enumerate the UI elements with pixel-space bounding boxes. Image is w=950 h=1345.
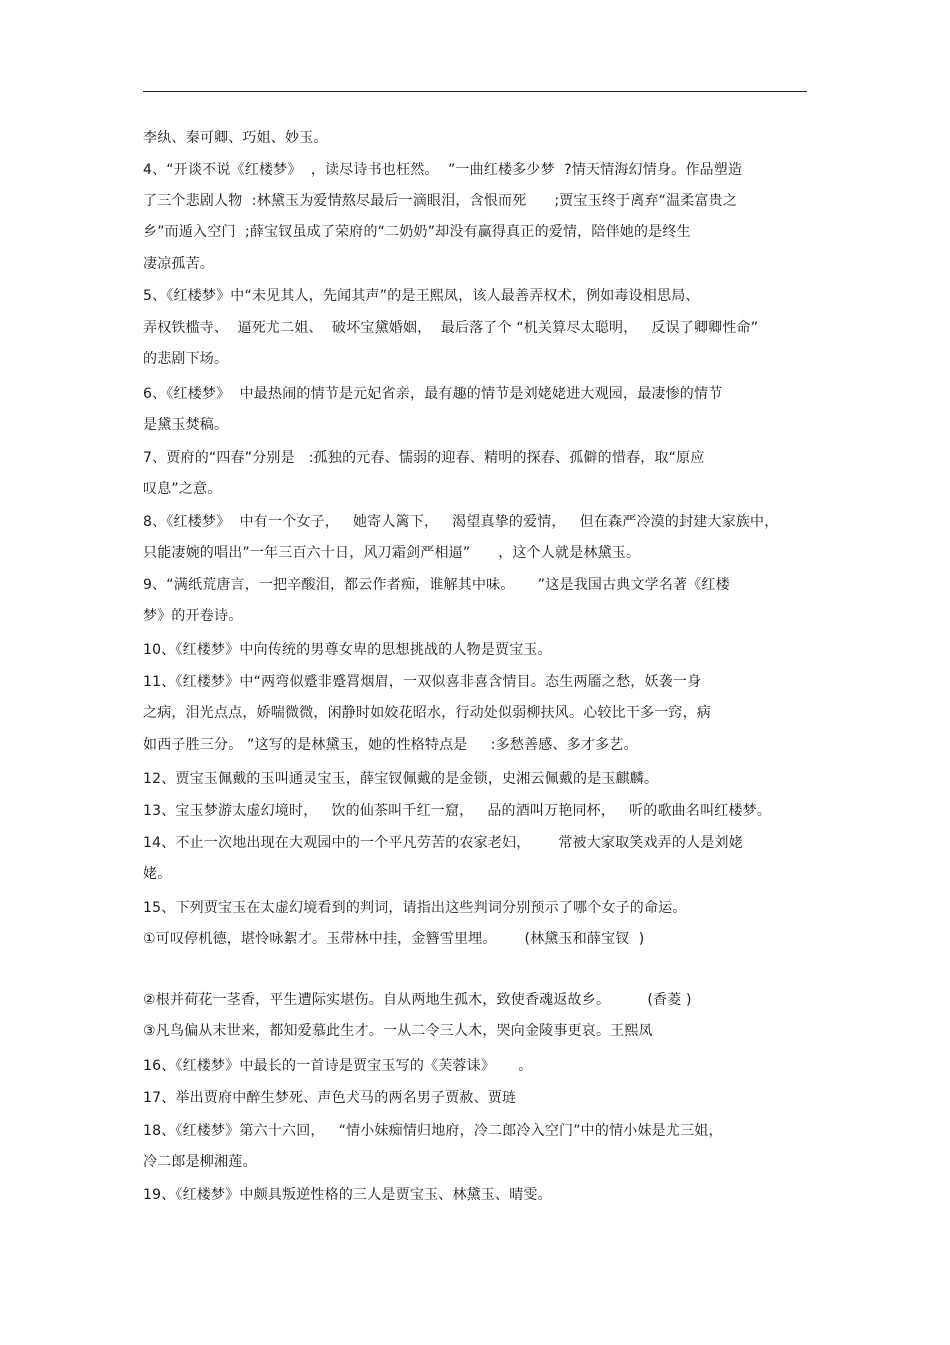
text-line: 弄权铁槛寺、 逼死尤二姐、 破坏宝黛婚姻， 最后落了个 “机关算尽太聪明， 反误了卿卿性命” <box>143 320 759 336</box>
text-line: 13、宝玉梦游太虚幻境时， 饮的仙茶叫千红一窟， 品的酒叫万艳同杯， 听的歌曲名叫红楼梦。 <box>143 803 772 819</box>
text-line: 姥。 <box>143 866 172 882</box>
text-line: 是黛玉焚稿。 <box>143 417 229 433</box>
header-rule <box>143 91 807 92</box>
text-line: ②根并荷花一茎香，平生遭际实堪伤。自从两地生孤木，致使香魂返故乡。 (香菱 ) <box>143 992 692 1008</box>
text-line: ①可叹停机德，堪怜咏絮才。玉带林中挂，金簪雪里埋。 (林黛玉和薛宝钗 ) <box>143 931 645 947</box>
text-line: 冷二郎是柳湘莲。 <box>143 1154 257 1170</box>
text-line: 10、《红楼梦》中向传统的男尊女卑的思想挑战的人物是贾宝玉。 <box>143 642 552 658</box>
text-line: 5、《红楼梦》中“未见其人，先闻其声”的是王熙凤，该人最善弄权术，例如毒设相思局、 <box>143 288 700 304</box>
text-line: 19、《红楼梦》中颇具叛逆性格的三人是贾宝玉、林黛玉、晴雯。 <box>143 1187 552 1203</box>
text-line: 4、“开谈不说《红楼梦》 ，读尽诗书也枉然。 ”一曲红楼多少梦 ?情天情海幻情身。作品塑造 <box>143 162 743 178</box>
text-line: 梦》的开卷诗。 <box>143 608 243 624</box>
text-line: 的悲剧下场。 <box>143 351 229 367</box>
text-line: 李纨、秦可卿、巧姐、妙玉。 <box>143 130 328 146</box>
text-line: 16、《红楼梦》中最长的一首诗是贾宝玉写的《芙蓉诔》 。 <box>143 1058 533 1074</box>
text-line: 6、《红楼梦》 中最热闹的情节是元妃省亲，最有趣的情节是刘姥姥进大观园，最凄惨的情节 <box>143 386 723 402</box>
text-line: 9、“满纸荒唐言，一把辛酸泪，都云作者痴，谁解其中味。 ”这是我国古典文学名著《红楼 <box>143 577 730 593</box>
text-line: 如西子胜三分。 ”这写的是林黛玉，她的性格特点是 :多愁善感、多才多艺。 <box>143 737 638 753</box>
text-line: 15、下列贾宝玉在太虚幻境看到的判词，请指出这些判词分别预示了哪个女子的命运。 <box>143 900 687 916</box>
text-line: 了三个悲剧人物 :林黛玉为爱情熬尽最后一滴眼泪，含恨而死 ;贾宝玉终于离弃“温柔富贵之 <box>143 193 738 209</box>
text-line: 之病，泪光点点，娇喘微微，闲静时如姣花昭水，行动处似弱柳扶风。心较比干多一窍，病 <box>143 705 711 721</box>
text-line: 14、不止一次地出现在大观园中的一个平凡劳苦的农家老妇， 常被大家取笑戏弄的人是刘姥 <box>143 835 743 851</box>
text-line: 凄凉孤苦。 <box>143 256 214 272</box>
text-line: ③凡鸟偏从末世来，都知爱慕此生才。一从二令三人木，哭向金陵事更哀。王熙凤 <box>143 1023 653 1039</box>
text-line: 18、《红楼梦》第六十六回， “情小妹痴情归地府，冷二郎冷入空门”中的情小妹是尤三姐， <box>143 1123 723 1139</box>
text-line: 只能凄婉的唱出”一年三百六十日，风刀霜剑严相逼” ，这个人就是林黛玉。 <box>143 545 641 561</box>
text-line: 乡”而遁入空门 ;薛宝钗虽成了荣府的“二奶奶”却没有赢得真正的爱情，陪伴她的是终生 <box>143 224 691 240</box>
text-line: 8、《红楼梦》 中有一个女子， 她寄人篱下， 渴望真挚的爱情， 但在森严冷漠的封建大家族中， <box>143 514 779 530</box>
text-line: 17、举出贾府中醉生梦死、声色犬马的两名男子贾赦、贾琏 <box>143 1090 517 1106</box>
text-line: 11、《红楼梦》中“两弯似蹙非蹙罥烟眉，一双似喜非喜含情目。态生两靥之愁，妖袭一身 <box>143 674 702 690</box>
text-line: 叹息”之意。 <box>143 481 222 497</box>
text-line: 7、贾府的“四春”分别是 :孤独的元春、懦弱的迎春、精明的探春、孤僻的惜春，取“原应 <box>143 450 705 466</box>
text-line: 12、贾宝玉佩戴的玉叫通灵宝玉，薛宝钗佩戴的是金锁，史湘云佩戴的是玉麒麟。 <box>143 771 659 787</box>
